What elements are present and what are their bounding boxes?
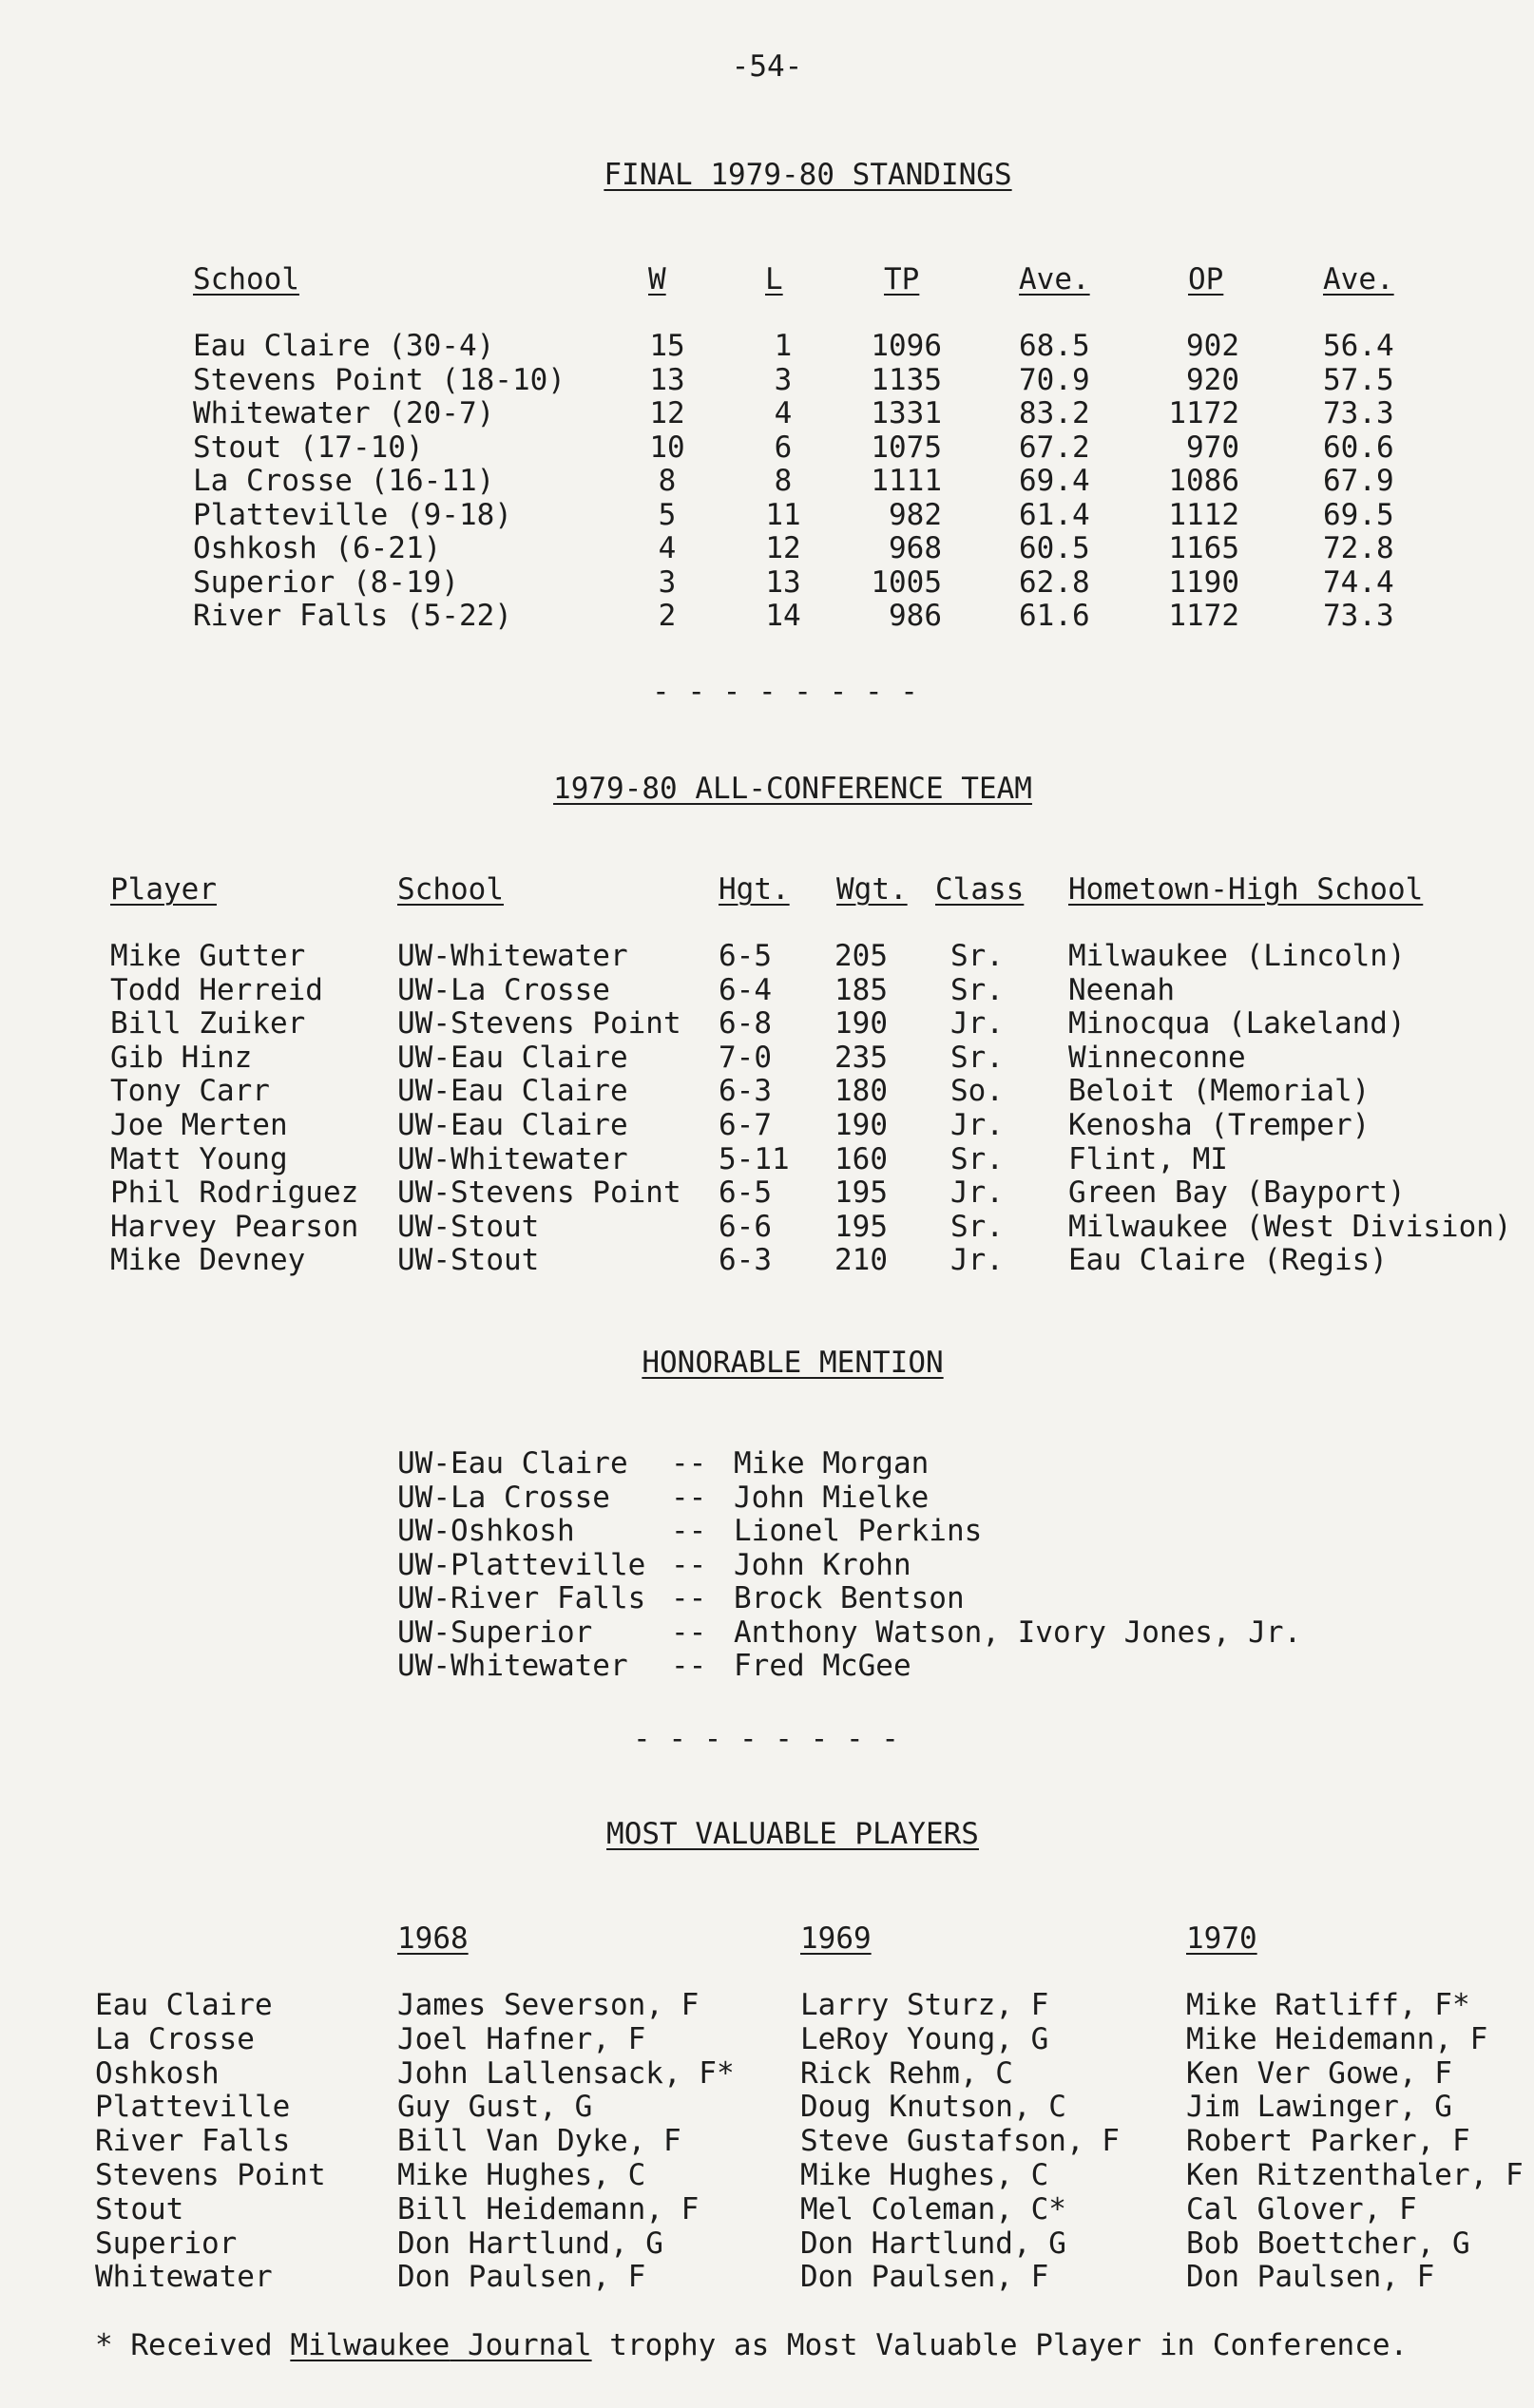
hm-players: Anthony Watson, Ivory Jones, Jr. — [734, 1615, 1302, 1650]
allconf-hometown: Milwaukee (Lincoln) — [1068, 939, 1406, 973]
standings-l: 6 — [774, 430, 793, 465]
mvp-1968: Guy Gust, G — [397, 2090, 593, 2125]
hm-players: Mike Morgan — [734, 1446, 930, 1481]
hm-players: Brock Bentson — [734, 1581, 965, 1615]
allconf-player: Joe Merten — [110, 1108, 288, 1142]
standings-tp: 986 — [889, 599, 942, 633]
mvp-row — [0, 1988, 1534, 2022]
mvp-year-1969: 1969 — [800, 1921, 872, 1956]
standings-school: Whitewater (20-7) — [193, 396, 495, 430]
allconf-hometown: Minocqua (Lakeland) — [1068, 1006, 1406, 1042]
all-conference-row — [0, 1074, 1534, 1108]
hm-school: UW-Whitewater — [397, 1649, 628, 1683]
honorable-mention-title: HONORABLE MENTION — [642, 1346, 944, 1380]
standings-header-ave-against: Ave. — [1323, 262, 1394, 296]
footnote-prefix: * Received — [95, 2328, 291, 2362]
allconf-class: Jr. — [950, 1006, 1004, 1042]
standings-ave: 68.5 — [1019, 329, 1090, 363]
allconf-player: Mike Devney — [110, 1243, 306, 1278]
standings-header-school: School — [193, 262, 299, 296]
allconf-header-school: School — [397, 872, 504, 907]
mvp-years-row — [0, 1921, 1534, 1956]
allconf-player: Todd Herreid — [110, 972, 323, 1007]
standings-ave: 83.2 — [1019, 396, 1090, 430]
standings-ave: 70.9 — [1019, 362, 1090, 397]
allconf-wgt: 180 — [834, 1074, 888, 1109]
hm-players: Fred McGee — [734, 1649, 911, 1683]
standings-op: 1172 — [1168, 396, 1239, 430]
all-conference-row — [0, 1108, 1534, 1142]
allconf-header-hgt: Hgt. — [719, 872, 790, 907]
mvp-1969: Larry Sturz, F — [800, 1988, 1049, 2022]
standings-header-op: OP — [1188, 262, 1224, 296]
standings-row — [0, 531, 1534, 565]
allconf-wgt: 195 — [834, 1175, 888, 1211]
hm-players: John Mielke — [734, 1480, 930, 1515]
standings-school: Platteville (9-18) — [193, 497, 512, 532]
standings-w: 8 — [658, 464, 677, 498]
footnote-suffix: trophy as Most Valuable Player in Conference. — [591, 2328, 1409, 2362]
standings-ave: 67.2 — [1019, 430, 1090, 465]
standings-tp: 1075 — [871, 430, 942, 465]
standings-op: 1086 — [1168, 464, 1239, 498]
standings-w: 15 — [649, 329, 685, 363]
mvp-school: Oshkosh — [95, 2055, 220, 2091]
standings-tp: 1005 — [871, 564, 942, 600]
all-conference-row — [0, 1142, 1534, 1176]
standings-tp: 1096 — [871, 329, 942, 363]
allconf-player: Tony Carr — [110, 1074, 270, 1109]
allconf-header-player: Player — [110, 872, 217, 907]
allconf-class: Sr. — [950, 939, 1004, 973]
allconf-player: Mike Gutter — [110, 939, 306, 973]
standings-op: 1190 — [1168, 564, 1239, 600]
honorable-mention-row — [0, 1615, 1534, 1650]
allconf-hometown: Eau Claire (Regis) — [1068, 1243, 1388, 1278]
hm-players: John Krohn — [734, 1547, 911, 1582]
mvp-1970: Bob Boettcher, G — [1186, 2226, 1470, 2261]
mvp-row — [0, 2124, 1534, 2158]
standings-l: 11 — [765, 497, 801, 532]
footnote-publication-word2: Journal — [467, 2328, 592, 2362]
standings-row — [0, 329, 1534, 363]
mvp-1969: Don Paulsen, F — [800, 2260, 1049, 2295]
standings-ave-against: 73.3 — [1323, 599, 1394, 633]
all-conference-row — [0, 1175, 1534, 1210]
mvp-1968: John Lallensack, F* — [397, 2055, 735, 2091]
allconf-wgt: 205 — [834, 939, 888, 973]
hm-school: UW-River Falls — [397, 1581, 646, 1615]
mvp-1969: Rick Rehm, C — [800, 2055, 1013, 2091]
allconf-hometown: Neenah — [1068, 972, 1175, 1007]
all-conference-row — [0, 1210, 1534, 1244]
hm-dash: -- — [671, 1547, 707, 1582]
standings-row — [0, 464, 1534, 498]
standings-ave-against: 69.5 — [1323, 497, 1394, 532]
mvp-school: Stout — [95, 2191, 184, 2226]
honorable-mention-row — [0, 1481, 1534, 1515]
honorable-mention-row — [0, 1581, 1534, 1615]
standings-row — [0, 396, 1534, 430]
standings-ave-against: 57.5 — [1323, 362, 1394, 397]
standings-header-tp: TP — [884, 262, 920, 296]
standings-school: Stout (17-10) — [193, 430, 424, 465]
hm-school: UW-Platteville — [397, 1547, 646, 1582]
all-conference-header-row — [0, 872, 1534, 907]
standings-w: 3 — [658, 564, 677, 600]
allconf-school: UW-Whitewater — [397, 1141, 628, 1176]
allconf-player: Phil Rodriguez — [110, 1175, 359, 1211]
standings-school: La Crosse (16-11) — [193, 464, 495, 498]
allconf-hgt: 6-7 — [719, 1108, 772, 1142]
allconf-school: UW-La Crosse — [397, 972, 610, 1007]
footnote-publication-word1: Milwaukee — [290, 2328, 451, 2362]
mvp-1968: Joel Hafner, F — [397, 2021, 646, 2056]
allconf-player: Gib Hinz — [110, 1040, 253, 1075]
hm-school: UW-Superior — [397, 1615, 593, 1650]
standings-row — [0, 430, 1534, 465]
allconf-class: Sr. — [950, 1040, 1004, 1075]
hm-dash: -- — [671, 1615, 707, 1650]
allconf-hometown: Winneconne — [1068, 1040, 1246, 1075]
allconf-hgt: 7-0 — [719, 1040, 772, 1075]
all-conference-title: 1979-80 ALL-CONFERENCE TEAM — [553, 772, 1032, 806]
mvp-row — [0, 2090, 1534, 2124]
standings-op: 1112 — [1168, 497, 1239, 532]
standings-row — [0, 498, 1534, 532]
allconf-hometown: Green Bay (Bayport) — [1068, 1175, 1406, 1211]
allconf-wgt: 190 — [834, 1108, 888, 1142]
mvp-school: Platteville — [95, 2090, 291, 2125]
allconf-hgt: 6-5 — [719, 1175, 772, 1211]
honorable-mention-row — [0, 1548, 1534, 1582]
allconf-school: UW-Stout — [397, 1243, 540, 1278]
standings-ave-against: 60.6 — [1323, 430, 1394, 465]
standings-l: 1 — [774, 329, 793, 363]
all-conference-row — [0, 939, 1534, 973]
standings-school: Stevens Point (18-10) — [193, 362, 566, 397]
standings-op: 902 — [1186, 329, 1239, 363]
standings-w: 13 — [649, 362, 685, 397]
allconf-hgt: 6-3 — [719, 1243, 772, 1278]
allconf-hometown: Kenosha (Tremper) — [1068, 1108, 1371, 1142]
mvp-1970: Cal Glover, F — [1186, 2191, 1417, 2226]
mvp-school: River Falls — [95, 2124, 291, 2159]
footnote — [95, 2328, 1408, 2362]
standings-l: 12 — [765, 531, 801, 565]
mvp-school: Eau Claire — [95, 1988, 273, 2022]
allconf-wgt: 190 — [834, 1006, 888, 1042]
mvp-school: La Crosse — [95, 2021, 255, 2056]
allconf-class: Sr. — [950, 972, 1004, 1007]
mvp-1970: Jim Lawinger, G — [1186, 2090, 1452, 2125]
hm-dash: -- — [671, 1581, 707, 1615]
hm-dash: -- — [671, 1649, 707, 1683]
mvp-title: MOST VALUABLE PLAYERS — [606, 1817, 979, 1851]
standings-tp: 968 — [889, 531, 942, 565]
mvp-1969: Steve Gustafson, F — [800, 2124, 1120, 2159]
mvp-school: Stevens Point — [95, 2158, 326, 2192]
hm-dash: -- — [671, 1514, 707, 1548]
standings-header-row — [0, 262, 1534, 296]
mvp-1969: Don Hartlund, G — [800, 2226, 1066, 2261]
mvp-year-1970: 1970 — [1186, 1921, 1257, 1956]
mvp-1970: Don Paulsen, F — [1186, 2260, 1435, 2295]
standings-w: 4 — [658, 531, 677, 565]
mvp-1968: Mike Hughes, C — [397, 2158, 646, 2192]
standings-l: 14 — [765, 599, 801, 633]
allconf-hgt: 6-3 — [719, 1074, 772, 1109]
standings-row — [0, 565, 1534, 600]
mvp-1970: Ken Ritzenthaler, F — [1186, 2158, 1524, 2192]
standings-tp: 1111 — [871, 464, 942, 498]
hm-dash: -- — [671, 1480, 707, 1515]
allconf-wgt: 210 — [834, 1243, 888, 1278]
allconf-school: UW-Stevens Point — [397, 1175, 681, 1211]
allconf-hgt: 6-6 — [719, 1209, 772, 1244]
standings-ave: 69.4 — [1019, 464, 1090, 498]
allconf-hometown: Beloit (Memorial) — [1068, 1074, 1371, 1109]
allconf-class: Jr. — [950, 1175, 1004, 1211]
standings-ave: 61.4 — [1019, 497, 1090, 532]
page-number: -54- — [731, 49, 803, 84]
mvp-school: Superior — [95, 2226, 238, 2261]
standings-school: Superior (8-19) — [193, 564, 459, 600]
allconf-wgt: 195 — [834, 1209, 888, 1244]
mvp-row — [0, 2158, 1534, 2192]
hm-school: UW-Eau Claire — [397, 1446, 628, 1481]
mvp-1970: Ken Ver Gowe, F — [1186, 2055, 1452, 2091]
allconf-class: Jr. — [950, 1108, 1004, 1142]
allconf-wgt: 185 — [834, 972, 888, 1007]
standings-header-w: W — [648, 262, 666, 296]
standings-op: 920 — [1186, 362, 1239, 397]
standings-w: 12 — [649, 396, 685, 430]
allconf-wgt: 160 — [834, 1141, 888, 1176]
mvp-1969: Doug Knutson, C — [800, 2090, 1066, 2125]
mvp-year-1968: 1968 — [397, 1921, 469, 1956]
standings-row — [0, 599, 1534, 633]
standings-tp: 1331 — [871, 396, 942, 430]
standings-ave-against: 67.9 — [1323, 464, 1394, 498]
standings-title: FINAL 1979-80 STANDINGS — [604, 158, 1012, 192]
mvp-row — [0, 2192, 1534, 2226]
standings-l: 3 — [774, 362, 793, 397]
standings-w: 10 — [649, 430, 685, 465]
allconf-header-class: Class — [935, 872, 1025, 907]
allconf-header-wgt: Wgt. — [836, 872, 908, 907]
standings-tp: 982 — [889, 497, 942, 532]
allconf-wgt: 235 — [834, 1040, 888, 1075]
mvp-1970: Mike Heidemann, F — [1186, 2021, 1488, 2056]
standings-school: Oshkosh (6-21) — [193, 531, 442, 565]
standings-l: 4 — [774, 396, 793, 430]
hm-school: UW-La Crosse — [397, 1480, 610, 1515]
standings-ave: 60.5 — [1019, 531, 1090, 565]
allconf-school: UW-Stout — [397, 1209, 540, 1244]
standings-tp: 1135 — [871, 362, 942, 397]
all-conference-row — [0, 1041, 1534, 1075]
standings-l: 8 — [774, 464, 793, 498]
honorable-mention-row — [0, 1446, 1534, 1481]
standings-header-l: L — [765, 262, 783, 296]
standings-school: River Falls (5-22) — [193, 599, 512, 633]
allconf-hgt: 6-5 — [719, 939, 772, 973]
mvp-1970: Robert Parker, F — [1186, 2124, 1470, 2159]
hm-school: UW-Oshkosh — [397, 1514, 575, 1548]
standings-ave-against: 73.3 — [1323, 396, 1394, 430]
allconf-hgt: 6-8 — [719, 1006, 772, 1042]
allconf-hometown: Flint, MI — [1068, 1141, 1228, 1176]
mvp-row — [0, 2260, 1534, 2294]
all-conference-row — [0, 973, 1534, 1007]
allconf-school: UW-Eau Claire — [397, 1040, 628, 1075]
mvp-1969: LeRoy Young, G — [800, 2021, 1049, 2056]
mvp-1968: Bill Van Dyke, F — [397, 2124, 681, 2159]
mvp-1969: Mel Coleman, C* — [800, 2191, 1066, 2226]
all-conference-row — [0, 1006, 1534, 1041]
allconf-header-hometown: Hometown-High School — [1068, 872, 1424, 907]
allconf-class: So. — [950, 1074, 1004, 1109]
allconf-hgt: 6-4 — [719, 972, 772, 1007]
honorable-mention-row — [0, 1649, 1534, 1683]
standings-separator: - - - - - - - - — [652, 675, 918, 709]
mvp-1969: Mike Hughes, C — [800, 2158, 1049, 2192]
allconf-school: UW-Eau Claire — [397, 1074, 628, 1109]
standings-op: 970 — [1186, 430, 1239, 465]
allconf-hgt: 5-11 — [719, 1141, 790, 1176]
hm-players: Lionel Perkins — [734, 1514, 983, 1548]
allconf-class: Jr. — [950, 1243, 1004, 1278]
mvp-row — [0, 2226, 1534, 2261]
standings-ave-against: 72.8 — [1323, 531, 1394, 565]
allconf-class: Sr. — [950, 1209, 1004, 1244]
allconf-school: UW-Stevens Point — [397, 1006, 681, 1042]
standings-school: Eau Claire (30-4) — [193, 329, 495, 363]
allconf-player: Harvey Pearson — [110, 1209, 359, 1244]
allconf-school: UW-Whitewater — [397, 939, 628, 973]
honorable-mention-separator: - - - - - - - - — [633, 1722, 899, 1756]
mvp-1968: Don Hartlund, G — [397, 2226, 663, 2261]
mvp-row — [0, 2022, 1534, 2056]
standings-header-ave: Ave. — [1019, 262, 1090, 296]
honorable-mention-row — [0, 1514, 1534, 1548]
allconf-player: Bill Zuiker — [110, 1006, 306, 1042]
mvp-1968: Bill Heidemann, F — [397, 2191, 700, 2226]
mvp-1968: Don Paulsen, F — [397, 2260, 646, 2295]
mvp-school: Whitewater — [95, 2260, 273, 2295]
standings-ave-against: 56.4 — [1323, 329, 1394, 363]
all-conference-row — [0, 1243, 1534, 1277]
standings-op: 1165 — [1168, 531, 1239, 565]
allconf-player: Matt Young — [110, 1141, 288, 1176]
standings-ave-against: 74.4 — [1323, 564, 1394, 600]
standings-w: 5 — [658, 497, 677, 532]
allconf-hometown: Milwaukee (West Division) — [1068, 1209, 1512, 1244]
standings-l: 13 — [765, 564, 801, 600]
footnote-publication-space — [450, 2328, 468, 2362]
mvp-1968: James Severson, F — [397, 1988, 700, 2022]
allconf-school: UW-Eau Claire — [397, 1108, 628, 1142]
standings-ave: 62.8 — [1019, 564, 1090, 600]
standings-row — [0, 363, 1534, 397]
standings-op: 1172 — [1168, 599, 1239, 633]
hm-dash: -- — [671, 1446, 707, 1481]
allconf-class: Sr. — [950, 1141, 1004, 1176]
standings-ave: 61.6 — [1019, 599, 1090, 633]
mvp-1970: Mike Ratliff, F* — [1186, 1988, 1470, 2022]
standings-w: 2 — [658, 599, 677, 633]
mvp-row — [0, 2056, 1534, 2091]
